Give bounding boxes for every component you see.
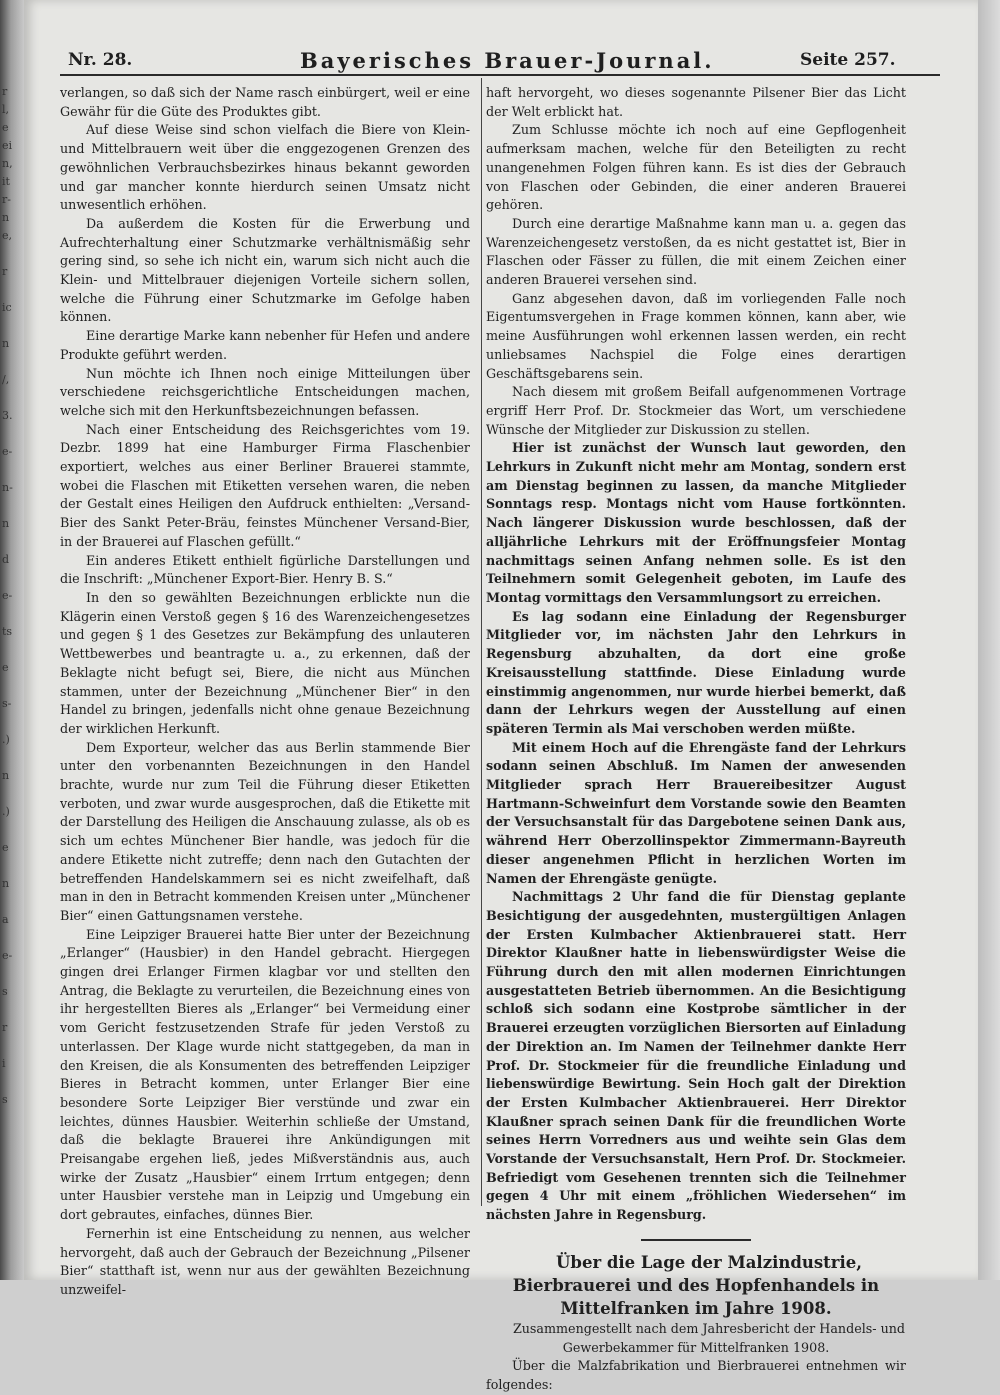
paragraph: Nach einer Entscheidung des Reichsgerichtes vom 19. Dezbr. 1899 hat eine Hamburger Firma Flaschenbier exportiert, welches aus einer Berliner Brauerei stammte, wobei die Flaschen mit Etiketten versehen waren, die neben der Gestalt eines Heiligen den Aufdruck enthielten: „Versand-Bier des Sankt Peter-Bräu, feinstes Münchener Versand-Bier, in der Brauerei auf Flaschen gefüllt.“: [60, 421, 470, 549]
article-intro: Über die Malzfabrikation und Bierbrauerei entnehmen wir folgendes:: [486, 1358, 906, 1392]
paragraph: Mit einem Hoch auf die Ehrengäste fand der Lehrkurs sodann seinen Abschluß. Im Namen der anwesenden Mitglieder sprach Herr Brauereibesitzer August Hartmann-Schweinfurt dem Vorstande sowie den Beamten der Versuchsanstalt für das Dargebotene seinen Dank aus, während Herr Oberzollinspektor Zimmermann-Bayreuth dieser angenehmen Pflicht in herzlichen Worten im Namen der Ehrengäste genügte.: [486, 739, 906, 886]
paragraph: Da außerdem die Kosten für die Erwerbung und Aufrechterhaltung einer Schutzmarke verhältnismäßig sehr gering sind, so sehe ich nicht ein, warum sich nicht auch die Klein- und Mittelbrauer diejenigen Vorteile sichern sollen, welche die Führung einer Schutzmarke im Gefolge haben können.: [60, 215, 470, 325]
paragraph: Hier ist zunächst der Wunsch laut geworden, den Lehrkurs in Zukunft nicht mehr am Montag, sondern erst am Dienstag beginnen zu lassen, da manche Mitglieder Sonntags resp. Montags nicht vom Hause fortkönnten. Nach längerer Diskussion wurde beschlossen, daß der alljährliche Lehrkurs mit der Eröffnungsfeier Montag nachmittags seinen Anfang nehmen solle. Es ist den Teilnehmern somit Gelegenheit geboten, im Laufe des Montag vormittags den Versammlungsort zu erreichen.: [486, 440, 906, 605]
paragraph: verlangen, so daß sich der Name rasch einbürgert, weil er eine Gewähr für die Güte des Produktes gibt.: [60, 85, 470, 119]
article-subtitle: Zusammengestellt nach dem Jahresbericht der Handels- und Gewerbekammer für Mittelfranken 1908.: [512, 1320, 906, 1355]
paragraph: haft hervorgeht, wo dieses sogenannte Pilsener Bier das Licht der Welt erblickt hat.: [486, 85, 906, 119]
journal-page: [24, 0, 978, 1392]
paragraph: Dem Exporteur, welcher das aus Berlin stammende Bier unter den vorbenannten Bezeichnungen in den Handel brachte, wurde nur zum Teil die Führung dieser Etiketten verboten, und zwar wurde ausgesprochen, daß die Etikette mit der Darstellung des Heiligen die Anschauung zulasse, als ob es sich um echtes Münchener Bier handle, was jedoch für die andere Etikette nicht zutreffe; denn nach den Gutachten der betreffenden Handelskammern sei es nicht zweifelhaft, daß man in den in Betracht kommenden Kreisen unter „Münchener Bier“ einen Gattungsnamen verstehe.: [60, 739, 470, 923]
page-number: Seite 257.: [800, 50, 896, 70]
column-divider: [481, 78, 482, 1206]
paragraph: Eine Leipziger Brauerei hatte Bier unter der Bezeichnung „Erlanger“ (Hausbier) in den Handel gebracht. Hiergegen gingen drei Erlanger Firmen klagbar vor und stellten den Antrag, die Beklagte zu verurteilen, die Bezeichnung eines von ihr hergestellten Bieres als „Erlanger“ bei Vermeidung einer vom Gericht festzusetzenden Strafe für jeden Verstoß zu unterlassen. Der Klage wurde nicht stattgegeben, da man in den Kreisen, die als Konsumenten des betreffenden Leipziger Bieres in Betracht kommen, unter Erlanger Bier eine besondere Sorte Leipziger Bier verstünde und zwar ein leichtes, dünnes Hausbier. Weiterhin schließe der Umstand, daß die beklagte Brauerei ihre Ankündigungen mit Preisangabe ergehen ließ, jedes Mißverständnis aus, auch wirke der Zusatz „Hausbier“ einem Irrtum entgegen; denn unter Hausbier verstehe man in Leipzig und Umgebung ein dort gebrautes, einfaches, dünnes Bier.: [60, 926, 470, 1223]
journal-title: Bayerisches Brauer-Journal.: [300, 48, 715, 73]
paragraph: Eine derartige Marke kann nebenher für Hefen und andere Produkte geführt werden.: [60, 328, 470, 362]
paragraph: In den so gewählten Bezeichnungen erblickte nun die Klägerin einen Verstoß gegen § 16 des Warenzeichengesetzes und gegen § 1 des Gesetzes zur Bekämpfung des unlauteren Wettbewerbes und beantragte u. a., zu erkennen, daß der Beklagte nicht befugt sei, Biere, die nicht aus München stammen, unter der Bezeichnung „Münchener Bier“ in den Handel zu bringen, jedenfalls nicht ohne genaue Bezeichnung der wirklichen Herkunft.: [60, 589, 470, 736]
article-title: Über die Lage der Malzindustrie, Bierbrauerei und des Hopfenhandels in Mittelfranken im Jahre 1908.: [512, 1252, 880, 1318]
paragraph: Nun möchte ich Ihnen noch einige Mitteilungen über verschiedene reichsgerichtliche Entscheidungen machen, welche sich mit den Herkunftsbezeichnungen befassen.: [60, 365, 470, 418]
issue-number: Nr. 28.: [68, 50, 133, 70]
facing-page-edge: r l, e ei n, it r- n e, r ic n /, 3. e- n- n d e- ts e s- .) n .) e n a e- s r i s: [2, 86, 13, 1106]
paragraph: Nach diesem mit großem Beifall aufgenommenen Vortrage ergriff Herr Prof. Dr. Stockmeier das Wort, um verschiedene Wünsche der Mitglieder zur Diskussion zu stellen.: [486, 384, 906, 437]
section-rule: [641, 1239, 751, 1241]
paragraph: Es lag sodann eine Einladung der Regensburger Mitglieder vor, im nächsten Jahr den Lehrkurs in Regensburg abzuhalten, da dort eine große Kreisausstellung stattfinde. Diese Einladung wurde einstimmig angenommen, nur wurde hierbei bemerkt, daß dann der Lehrkurs wegen der Ausstellung auf einen späteren Termin als Mai verschoben werden müßte.: [486, 608, 906, 736]
paragraph: Ganz abgesehen davon, daß im vorliegenden Falle noch Eigentumsvergehen in Frage kommen können, kann aber, wie meine Ausführungen wohl erkennen lassen werden, ein recht unliebsames Nachspiel die Folge eines derartigen Geschäftsgebarens sein.: [486, 290, 906, 381]
left-column: [60, 84, 470, 1300]
paragraph: Fernerhin ist eine Entscheidung zu nennen, aus welcher hervorgeht, daß auch der Gebrauch der Bezeichnung „Pilsener Bier“ statthaft ist, wenn nur aus der gewählten Bezeichnung unzweifel-: [60, 1225, 470, 1297]
paragraph: Zum Schlusse möchte ich noch auf eine Gepflogenheit aufmerksam machen, welche für den Beteiligten zu recht unangenehmen Folgen führen kann. Es ist dies der Gebrauch von Flaschen oder Gebinden, die einer anderen Brauerei gehören.: [486, 122, 906, 213]
paragraph: Durch eine derartige Maßnahme kann man u. a. gegen das Warenzeichengesetz verstoßen, da es nicht gestattet ist, Bier in Flaschen oder Fässer zu füllen, die mit einem Zeichen einer anderen Brauerei versehen sind.: [486, 215, 906, 288]
right-column: [486, 84, 906, 1395]
page-header: [24, 44, 978, 74]
paragraph: Auf diese Weise sind schon vielfach die Biere von Klein- und Mittelbrauern weit über die enggezogenen Grenzen des gewöhnlichen Verbrauchsbezirkes hinaus bekannt geworden und gar mancher konnte hierdurch seinen Umsatz nicht unwesentlich erhöhen.: [60, 122, 470, 213]
paragraph: Nachmittags 2 Uhr fand die für Dienstag geplante Besichtigung der ausgedehnten, mustergültigen Anlagen der Ersten Kulmbacher Aktienbrauerei statt. Herr Direktor Klaußner hatte in liebenswürdigster Weise die Führung durch den mit allen modernen Einrichtungen ausgestatteten Betrieb übernommen. An die Besichtigung schloß sich sodann eine Kostprobe sämtlicher in der Brauerei erzeugten vorzüglichen Biersorten auf Einladung der Direktion an. Im Namen der Teilnehmer dankte Herr Prof. Dr. Stockmeier für die freundliche Einladung und liebenswürdige Bewirtung. Sein Hoch galt der Direktion der Ersten Kulmbacher Aktienbrauerei. Herr Direktor Klaußner sprach seinen Dank für die freundlichen Worte seines Herrn Vorredners aus und weihte sein Glas dem Vorstande der Versuchsanstalt, Hern Prof. Dr. Stockmeier. Befriedigt vom Gesehenen trennten sich die Teilnehmer gegen 4 Uhr mit einem „fröhlichen Wiedersehen“ im nächsten Jahre in Regensburg.: [486, 889, 906, 1223]
header-rule: [60, 74, 940, 76]
page-edge: [978, 0, 1000, 1280]
paragraph: Ein anderes Etikett enthielt figürliche Darstellungen und die Inschrift: „Münchener Export-Bier. Henry B. S.“: [60, 552, 470, 587]
